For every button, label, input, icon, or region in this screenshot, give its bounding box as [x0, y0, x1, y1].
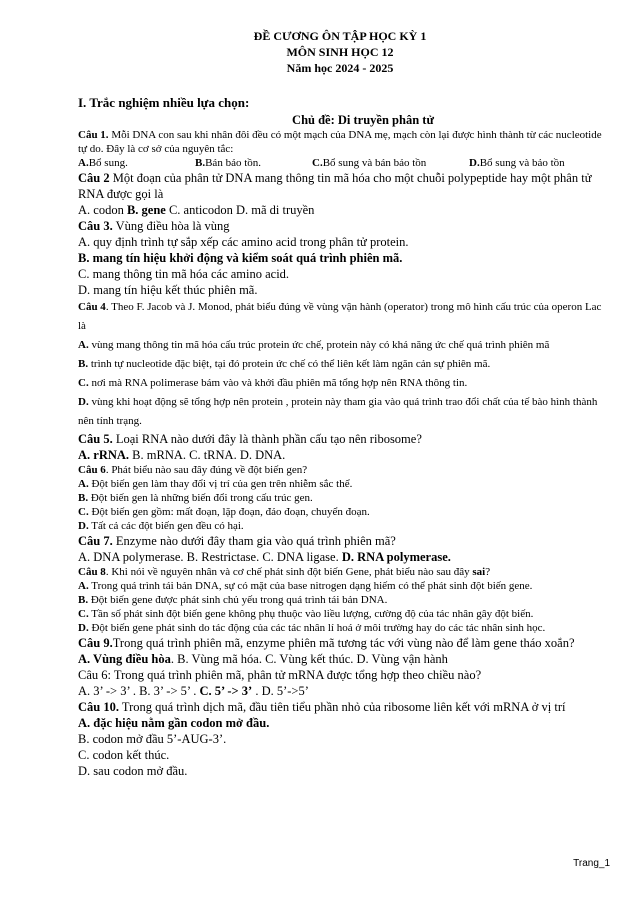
question-6-label: Câu 6	[78, 464, 106, 476]
question-8: Câu 8. Khi nói về nguyên nhân và cơ chế phát sinh đột biến Gene, phát biểu nào sau đây sai?	[78, 566, 491, 578]
question-4-label: Câu 4	[78, 301, 106, 313]
option-a: A.Bổ sung.	[78, 157, 128, 169]
option-b: B. Đột biến gen là những biến đổi trong cấu trúc gen.	[78, 492, 313, 504]
option-d: D. sau codon mở đầu.	[78, 764, 188, 778]
question-2: Câu 2 Một đoạn của phân tử DNA mang thông tin mã hóa cho một chuỗi polypeptide hay một phân tử RNA được gọi là	[78, 171, 592, 201]
option-d: D.Bổ sung và bảo tồn	[469, 157, 565, 169]
question-7-options: A. DNA polymerase. B. Restrictase. C. DNA ligase. D. RNA polymerase.	[78, 550, 451, 564]
document-header	[0, 28, 640, 76]
question-7: Câu 7. Enzyme nào dưới đây tham gia vào quá trình phiên mã?	[78, 534, 396, 548]
option-b: B.Bán bảo tồn.	[195, 157, 262, 169]
option-a: A. Trong quá trình tái bản DNA, sự có mặt của base nitrogen dạng hiếm có thể phát sinh đột biến gene.	[78, 580, 533, 592]
option-d: D. mang tín hiệu kết thúc phiên mã.	[78, 283, 258, 297]
question-1-text: Mỗi DNA con sau khi nhân đôi đều có một mạch của DNA mẹ, mạch còn lại được hình thành từ các nucleotide tự do. Đây là cơ sở của nguyên tắc:	[78, 129, 602, 155]
emphasis-word: sai	[472, 566, 486, 578]
question-5-label: Câu 5.	[78, 432, 113, 446]
header-school-year: Năm học 2024 - 2025	[286, 61, 394, 75]
question-1-label: Câu 1.	[78, 129, 109, 141]
option-c: C. mang thông tin mã hóa các amino acid.	[78, 267, 290, 281]
question-9-label: Câu 9.	[78, 636, 113, 650]
header-subject: MÔN SINH HỌC 12	[286, 45, 394, 59]
option-b: B. trình tự nucleotide đặc biệt, tại đó protein ức chế có thể liên kết làm ngăn cản sự phiên mã.	[78, 358, 491, 370]
option-d: D. vùng khi hoạt động sẽ tổng hợp nên protein , protein này tham gia vào quá trình trao đổi chất của tế bào hình thành nên tính trạng.	[78, 396, 598, 427]
topic-title: Chủ đề: Di truyền phân tử	[292, 113, 434, 127]
option-c: C.Bổ sung và bán bảo tồn	[312, 157, 427, 169]
option-a: A. vùng mang thông tin mã hóa cấu trúc protein ức chế, protein này có khả năng ức chế quá trình phiên mã	[78, 339, 550, 351]
option-c: C. nơi mà RNA polimerase bám vào và khởi đầu phiên mã tổng hợp nên RNA thông tin.	[78, 377, 468, 389]
question-6-repeat: Câu 6: Trong quá trình phiên mã, phân tử mRNA được tổng hợp theo chiều nào?	[78, 668, 482, 682]
option-a: A. quy định trình tự sắp xếp các amino acid trong phân tử protein.	[78, 235, 409, 249]
question-10-label: Câu 10.	[78, 700, 119, 714]
option-b: B. codon mở đầu 5’-AUG-3’.	[78, 732, 227, 746]
question-1-options	[78, 156, 608, 170]
question-5-options: A. rRNA. B. mRNA. C. tRNA. D. DNA.	[78, 448, 286, 462]
question-5: Câu 5. Loại RNA nào dưới đây là thành phần cấu tạo nên ribosome?	[78, 432, 422, 446]
question-1	[78, 128, 608, 156]
question-10: Câu 10. Trong quá trình dịch mã, đầu tiên tiểu phần nhỏ của ribosome liên kết với mRNA ở vị trí	[78, 700, 566, 714]
document-body	[78, 94, 608, 779]
question-4: Câu 4. Theo F. Jacob và J. Monod, phát biểu đúng về vùng vận hành (operator) trong mô hình cấu trúc của operon Lac là	[78, 301, 602, 332]
option-d: D. Tất cả các đột biến gen đều có hại.	[78, 520, 244, 532]
option-c: C. Đột biến gen gồm: mất đoạn, lặp đoạn, đảo đoạn, chuyển đoạn.	[78, 506, 370, 518]
option-b: B. Đột biến gene được phát sinh chủ yếu trong quá trình tái bản DNA.	[78, 594, 388, 606]
question-7-label: Câu 7.	[78, 534, 113, 548]
question-9: Câu 9.Trong quá trình phiên mã, enzyme phiên mã tương tác với vùng nào để làm gene tháo xoắn?	[78, 636, 575, 650]
option-b: B. mang tín hiệu khởi động và kiểm soát quá trình phiên mã.	[78, 251, 403, 265]
option-c: C. codon kết thúc.	[78, 748, 170, 762]
option-a: A. Đột biến gen làm thay đổi vị trí của gen trên nhiễm sắc thể.	[78, 478, 353, 490]
header-title: ĐỀ CƯƠNG ÔN TẬP HỌC KỲ 1	[253, 29, 427, 43]
question-2-label: Câu 2	[78, 171, 110, 185]
question-2-options: A. codon B. gene C. anticodon D. mã di truyền	[78, 203, 315, 217]
page-number: Trang_1	[573, 858, 610, 869]
question-6: Câu 6. Phát biểu nào sau đây đúng về đột biến gen?	[78, 464, 308, 476]
question-3: Câu 3. Vùng điều hòa là vùng	[78, 219, 230, 233]
option-c: C. Tần số phát sinh đột biến gene không phụ thuộc vào liều lượng, cường độ của tác nhân gây đột biến.	[78, 608, 534, 620]
question-3-label: Câu 3.	[78, 219, 113, 233]
question-6-repeat-options: A. 3’ -> 3’ . B. 3’ -> 5’ . C. 5’ -> 3’ . D. 5’->5’	[78, 684, 309, 698]
question-8-label: Câu 8	[78, 566, 106, 578]
question-9-options: A. Vùng điều hòa. B. Vùng mã hóa. C. Vùng kết thúc. D. Vùng vận hành	[78, 652, 448, 666]
option-a: A. đặc hiệu nằm gần codon mở đầu.	[78, 716, 270, 730]
section-title: I. Trắc nghiệm nhiều lựa chọn:	[78, 95, 250, 110]
option-d: D. Đột biến gene phát sinh do tác động của các tác nhân lí hoá ở môi trường hay do các tác nhân sinh học.	[78, 622, 546, 634]
